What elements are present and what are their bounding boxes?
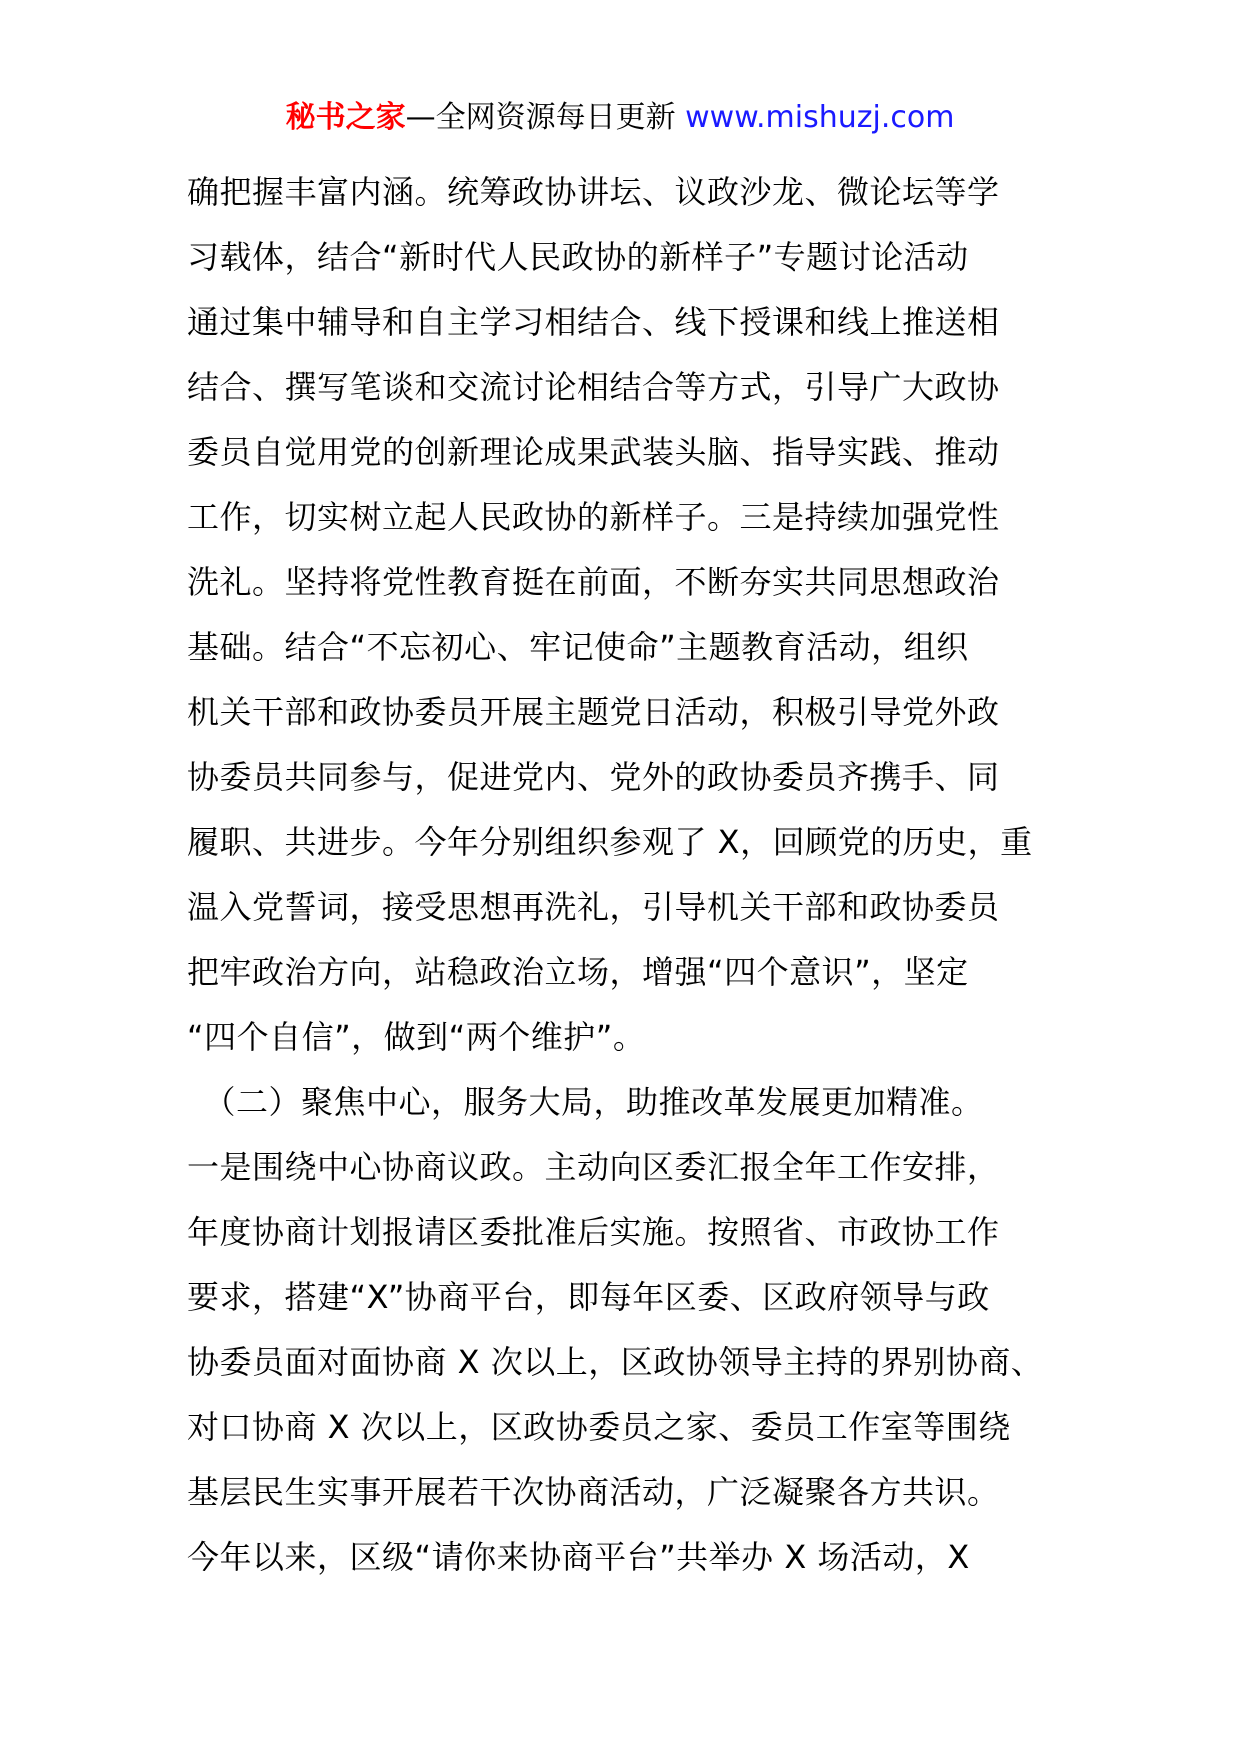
text-line: 把牢政治方向，站稳政治立场，增强“四个意识”，坚定 xyxy=(187,953,969,991)
text-line: 履职、共进步。今年分别组织参观了 X，回顾党的历史，重 xyxy=(187,823,1033,861)
text-line: 机关干部和政协委员开展主题党日活动，积极引导党外政 xyxy=(187,693,1000,731)
text-line: 基础。结合“不忘初心、牢记使命”主题教育活动，组织 xyxy=(187,628,969,666)
text-line: 通过集中辅导和自主学习相结合、线下授课和线上推送相 xyxy=(187,303,1000,341)
text-line: 协委员面对面协商 X 次以上，区政协领导主持的界别协商、 xyxy=(187,1343,1044,1381)
text-line: 委员自觉用党的创新理论成果武装头脑、指导实践、推动 xyxy=(187,433,1000,471)
text-line: 协委员共同参与，促进党内、党外的政协委员齐携手、同 xyxy=(187,758,1000,796)
text-line: “四个自信”，做到“两个维护”。 xyxy=(187,1018,646,1056)
brand-name: 秘书之家 xyxy=(285,100,406,135)
document-body xyxy=(187,160,1067,1590)
text-line: 工作，切实树立起人民政协的新样子。三是持续加强党性 xyxy=(187,498,1000,536)
text-line: 今年以来，区级“请你来协商平台”共举办 X 场活动，X xyxy=(187,1538,970,1576)
header-tagline: —全网资源每日更新 xyxy=(405,100,686,135)
text-line: 结合、撰写笔谈和交流讨论相结合等方式，引导广大政协 xyxy=(187,368,1000,406)
text-line: 年度协商计划报请区委批准后实施。按照省、市政协工作 xyxy=(187,1213,1000,1251)
text-line: 确把握丰富内涵。统筹政协讲坛、议政沙龙、微论坛等学 xyxy=(187,173,1000,211)
text-line: 洗礼。坚持将党性教育挺在前面，不断夯实共同思想政治 xyxy=(187,563,1000,601)
text-line: 一是围绕中心协商议政。主动向区委汇报全年工作安排， xyxy=(187,1148,1000,1186)
text-line: 温入党誓词，接受思想再洗礼，引导机关干部和政协委员 xyxy=(187,888,1000,926)
text-line: 要求，搭建“X”协商平台，即每年区委、区政府领导与政 xyxy=(187,1278,990,1316)
text-line: 习载体，结合“新时代人民政协的新样子”专题讨论活动 xyxy=(187,238,969,276)
text-line: 对口协商 X 次以上，区政协委员之家、委员工作室等围绕 xyxy=(187,1408,1011,1446)
website-link[interactable]: www.mishuzj.com xyxy=(685,100,955,135)
section-heading: （二）聚焦中心，服务大局，助推改革发展更加精准。 xyxy=(187,1083,984,1121)
page-header xyxy=(0,98,1240,138)
text-line: 基层民生实事开展若干次协商活动，广泛凝聚各方共识。 xyxy=(187,1473,1000,1511)
